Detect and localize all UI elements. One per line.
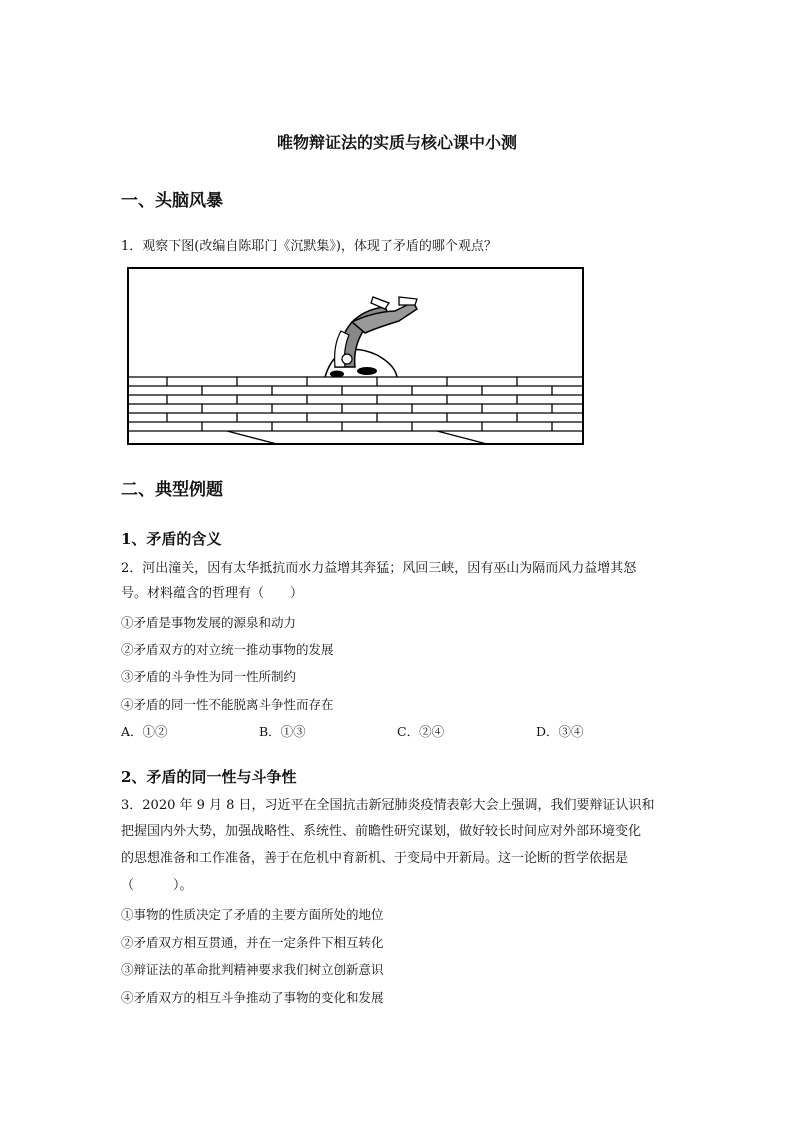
question-3-line-2: 把握国内外大势，加强战略性、系统性、前瞻性研究谋划，做好较长时间应对外部环境变化 bbox=[121, 824, 642, 839]
q2-option-3: ③矛盾的斗争性为同一性所制约 bbox=[121, 669, 297, 684]
q2-option-2: ②矛盾双方的对立统一推动事物的发展 bbox=[121, 642, 334, 657]
question-2-line-1: 2．河出潼关，因有太华抵抗而水力益增其奔猛；风回三峡，因有巫山为隔而风力益增其怒 bbox=[121, 561, 637, 576]
q2-option-4: ④矛盾的同一性不能脱离斗争性而存在 bbox=[121, 697, 334, 712]
cartoon-handstand-on-wall bbox=[127, 267, 584, 445]
subsection-heading-meaning: 1、矛盾的含义 bbox=[121, 530, 222, 548]
q3-option-1: ①事物的性质决定了矛盾的主要方面所处的地位 bbox=[121, 907, 384, 922]
subsection-heading-identity-struggle: 2、矛盾的同一性与斗争性 bbox=[121, 768, 297, 786]
cartoon-figure bbox=[127, 267, 584, 445]
q2-choice-b: B．①③ bbox=[259, 724, 306, 739]
q2-choice-a: A．①② bbox=[121, 724, 168, 739]
section-heading-brainstorm: 一、头脑风暴 bbox=[121, 191, 223, 211]
q3-option-4: ④矛盾双方的相互斗争推动了事物的变化和发展 bbox=[121, 990, 384, 1005]
q3-option-3: ③辩证法的革命批判精神要求我们树立创新意识 bbox=[121, 962, 384, 977]
question-2-line-2: 号。材料蕴含的哲理有（ ） bbox=[121, 586, 304, 601]
page-title: 唯物辩证法的实质与核心课中小测 bbox=[276, 133, 517, 152]
question-1: 1．观察下图(改编自陈耶门《沉默集》)，体现了矛盾的哪个观点？ bbox=[121, 239, 497, 254]
section-heading-examples: 二、典型例题 bbox=[121, 480, 223, 500]
question-3-line-4: （ ）。 bbox=[121, 878, 193, 893]
q2-option-1: ①矛盾是事物发展的源泉和动力 bbox=[121, 615, 297, 630]
question-3-line-3: 的思想准备和工作准备，善于在危机中育新机、于变局中开新局。这一论断的哲学依据是 bbox=[121, 851, 629, 866]
q2-choice-d: D．③④ bbox=[536, 724, 584, 739]
q3-option-2: ②矛盾双方相互贯通，并在一定条件下相互转化 bbox=[121, 935, 384, 950]
q2-choice-c: C．②④ bbox=[397, 724, 445, 739]
question-3-line-1: 3．2020 年 9 月 8 日，习近平在全国抗击新冠肺炎疫情表彰大会上强调，我们要辩证认识和 bbox=[121, 798, 655, 813]
